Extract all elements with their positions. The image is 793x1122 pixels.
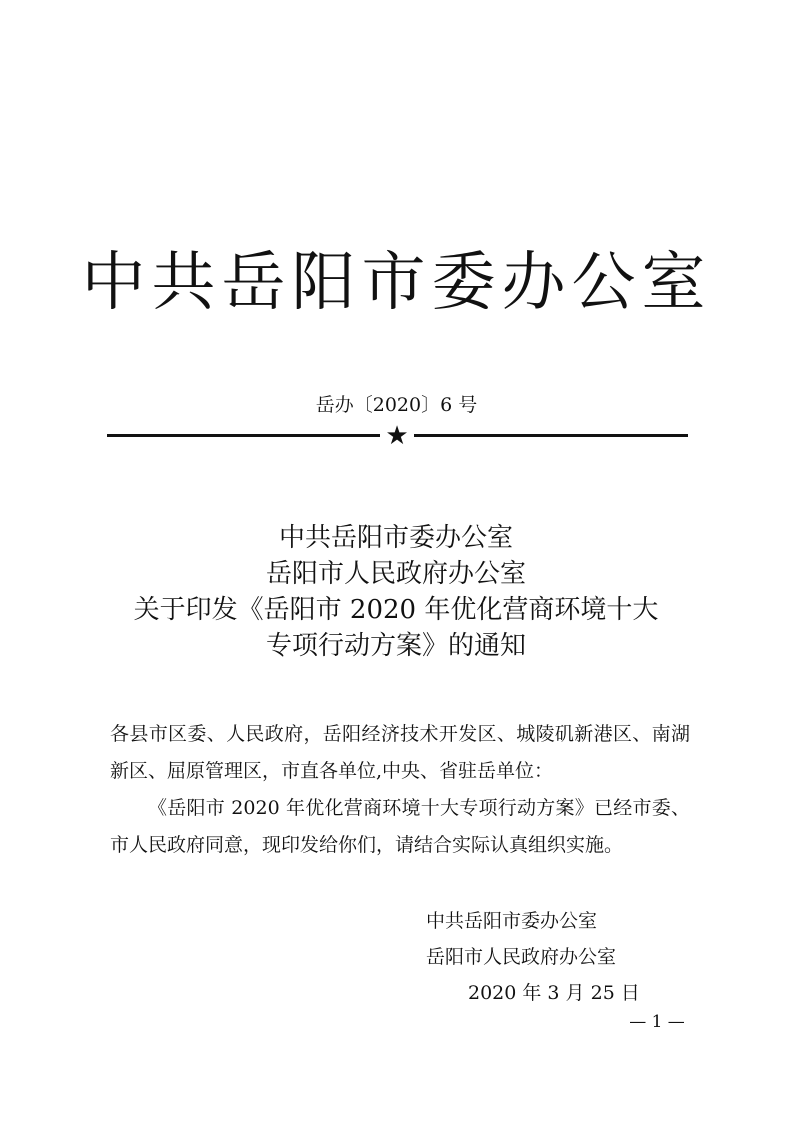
content-paragraph: 《岳阳市 2020 年优化营商环境十大专项行动方案》已经市委、市人民政府同意，现印发给你们，请结合实际认真组织实施。 bbox=[110, 797, 690, 856]
red-header-divider-right bbox=[414, 434, 688, 437]
signature-org-party: 中共岳阳市委办公室 bbox=[426, 910, 598, 932]
document-title bbox=[96, 520, 696, 664]
issuer-masthead: 中共岳阳市委办公室 bbox=[81, 246, 712, 320]
title-line: 岳阳市人民政府办公室 bbox=[265, 559, 526, 589]
title-line: 关于印发《岳阳市 2020 年优化营商环境十大 bbox=[133, 595, 659, 625]
signature-block bbox=[426, 903, 686, 1011]
red-header-divider-left bbox=[107, 434, 380, 437]
signature-date: 2020 年 3 月 25 日 bbox=[468, 982, 640, 1004]
recipients-paragraph: 各县市区委、人民政府，岳阳经济技术开发区、城陵矶新港区、南湖新区、屈原管理区，市直各单位,中央、省驻岳单位： bbox=[110, 723, 690, 782]
signature-org-government: 岳阳市人民政府办公室 bbox=[426, 946, 617, 968]
page-number: — 1 — bbox=[629, 1012, 685, 1032]
title-line: 中共岳阳市委办公室 bbox=[278, 523, 513, 553]
title-line: 专项行动方案》的通知 bbox=[265, 631, 526, 661]
document-body bbox=[110, 716, 690, 864]
star-icon: ★ bbox=[385, 421, 409, 451]
document-number: 岳办〔2020〕6 号 bbox=[315, 394, 478, 416]
